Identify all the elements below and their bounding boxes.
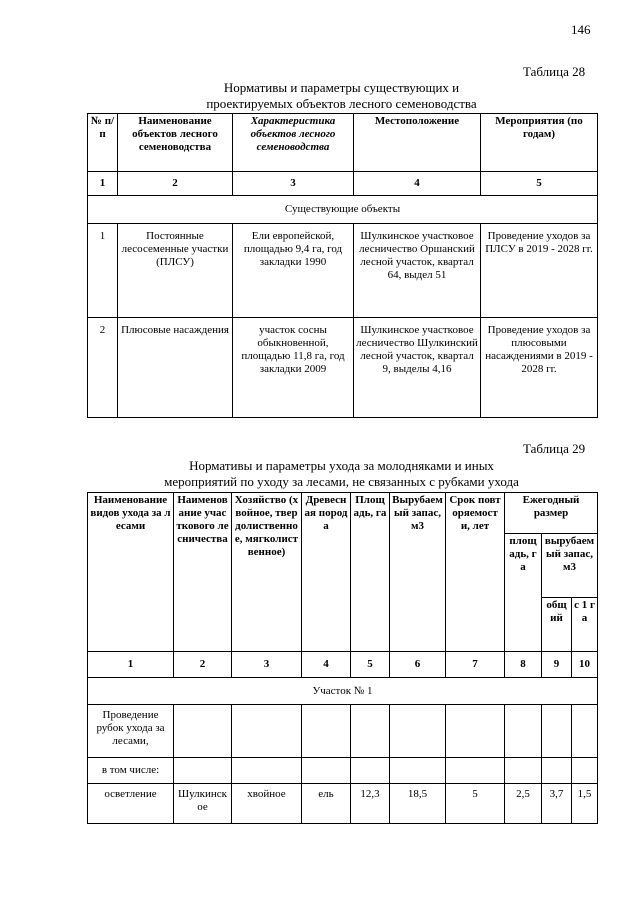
t29-cell (232, 758, 302, 784)
t29-header-felled-stock: Вырубаемый запас, м3 (390, 493, 446, 652)
t29-cell (351, 758, 390, 784)
table-28-title-line2: проектируемых объектов лесного семеноводства (206, 96, 477, 111)
table-29-header-row (88, 493, 598, 534)
t29-header-per-ha: с 1 га (572, 598, 598, 652)
table-29-section-row (88, 678, 598, 705)
page-number: 146 (571, 22, 591, 37)
table-28-label: Таблица 28 (523, 64, 586, 79)
t29-cell: Проведение рубок ухода за лесами, (88, 705, 174, 758)
t29-header-total: общий (542, 598, 572, 652)
t28-cell: Ели европейской, площадью 9,4 га, год закладки 1990 (233, 224, 354, 318)
t28-cell: Проведение уходов за плюсовыми насаждениями в 2019 - 2028 гг. (481, 318, 598, 418)
t29-cell (174, 705, 232, 758)
t29-colnum: 8 (505, 652, 542, 678)
t29-colnum: 4 (302, 652, 351, 678)
t28-section-title: Существующие объекты (88, 196, 598, 224)
t28-cell: Плюсовые насаждения (118, 318, 233, 418)
table-28-colnum-row (88, 172, 598, 196)
t28-colnum: 3 (233, 172, 354, 196)
t29-header-area: Площадь, га (351, 493, 390, 652)
table-28-title-line1: Нормативы и параметры существующих и (223, 80, 460, 95)
table-28-section-row (88, 196, 598, 224)
t28-header-characteristic: Характеристика объектов лесного семеноводства (233, 114, 354, 172)
t29-cell: в том числе: (88, 758, 174, 784)
table-row (88, 224, 598, 318)
t29-header-economy: Хозяйство (хвойное, твердолиственное, мягколиственное) (232, 493, 302, 652)
t29-colnum: 9 (542, 652, 572, 678)
t29-cell (232, 705, 302, 758)
t29-cell (505, 705, 542, 758)
t28-cell: 1 (88, 224, 118, 318)
table-28-header-row (88, 114, 598, 172)
t29-cell (390, 705, 446, 758)
t29-colnum: 2 (174, 652, 232, 678)
t29-cell (351, 705, 390, 758)
t29-cell (572, 705, 598, 758)
t28-cell: Проведение уходов за ПЛСУ в 2019 - 2028 гг. (481, 224, 598, 318)
table-29-title-line1: Нормативы и параметры ухода за молодняками и иных (189, 458, 494, 473)
t29-cell (505, 758, 542, 784)
t29-colnum: 6 (390, 652, 446, 678)
table-29-colnum-row (88, 652, 598, 678)
table-row (88, 784, 598, 824)
t29-header-annual-area: площадь, га (505, 534, 542, 652)
t28-cell: Постоянные лесосеменные участки (ПЛСУ) (118, 224, 233, 318)
t29-colnum: 7 (446, 652, 505, 678)
t29-cell (446, 705, 505, 758)
t29-header-forestry: Наименование участкового лесничества (174, 493, 232, 652)
t29-colnum: 5 (351, 652, 390, 678)
t29-header-care-type: Наименование видов ухода за лесами (88, 493, 174, 652)
t29-cell: 2,5 (505, 784, 542, 824)
t28-cell: участок сосны обыкновенной, площадью 11,8 га, год закладки 2009 (233, 318, 354, 418)
t29-cell (302, 758, 351, 784)
t29-cell: 18,5 (390, 784, 446, 824)
table-28-title (22, 80, 639, 112)
t29-cell: осветление (88, 784, 174, 824)
t28-cell: Шулкинское участковое лесничество Оршанский лесной участок, квартал 64, выдел 51 (354, 224, 481, 318)
table-row (88, 705, 598, 758)
t28-colnum: 1 (88, 172, 118, 196)
t29-colnum: 10 (572, 652, 598, 678)
t29-colnum: 1 (88, 652, 174, 678)
t28-colnum: 5 (481, 172, 598, 196)
t29-cell (542, 758, 572, 784)
table-row (88, 318, 598, 418)
t29-cell (542, 705, 572, 758)
t29-cell (446, 758, 505, 784)
t29-cell (174, 758, 232, 784)
t29-cell: 3,7 (542, 784, 572, 824)
t28-colnum: 4 (354, 172, 481, 196)
table-29-title-line2: мероприятий по уходу за лесами, не связанных с рубками ухода (164, 474, 519, 489)
t29-section-title: Участок № 1 (88, 678, 598, 705)
table-28 (87, 113, 598, 418)
t29-cell: 1,5 (572, 784, 598, 824)
t28-header-location: Местоположение (354, 114, 481, 172)
t29-header-repeat-period: Срок повторяемости, лет (446, 493, 505, 652)
table-29 (87, 492, 598, 824)
t28-header-activities: Мероприятия (по годам) (481, 114, 598, 172)
t29-cell (572, 758, 598, 784)
t28-header-name: Наименование объектов лесного семеноводства (118, 114, 233, 172)
table-29-title (22, 458, 639, 490)
t29-cell: 12,3 (351, 784, 390, 824)
t28-cell: Шулкинское участковое лесничество Шулкинский лесной участок, квартал 9, выделы 4,16 (354, 318, 481, 418)
t29-header-annual-stock: вырубаемый запас, м3 (542, 534, 598, 598)
t29-cell (302, 705, 351, 758)
table-row (88, 758, 598, 784)
t29-cell: ель (302, 784, 351, 824)
t29-colnum: 3 (232, 652, 302, 678)
t29-cell: 5 (446, 784, 505, 824)
t28-colnum: 2 (118, 172, 233, 196)
t28-cell: 2 (88, 318, 118, 418)
t28-header-number: № п/п (88, 114, 118, 172)
t29-header-species: Древесная порода (302, 493, 351, 652)
t29-header-annual-size: Ежегодный размер (505, 493, 598, 534)
table-29-label: Таблица 29 (523, 441, 586, 456)
t29-cell (390, 758, 446, 784)
t29-cell: хвойное (232, 784, 302, 824)
t29-cell: Шулкинское (174, 784, 232, 824)
